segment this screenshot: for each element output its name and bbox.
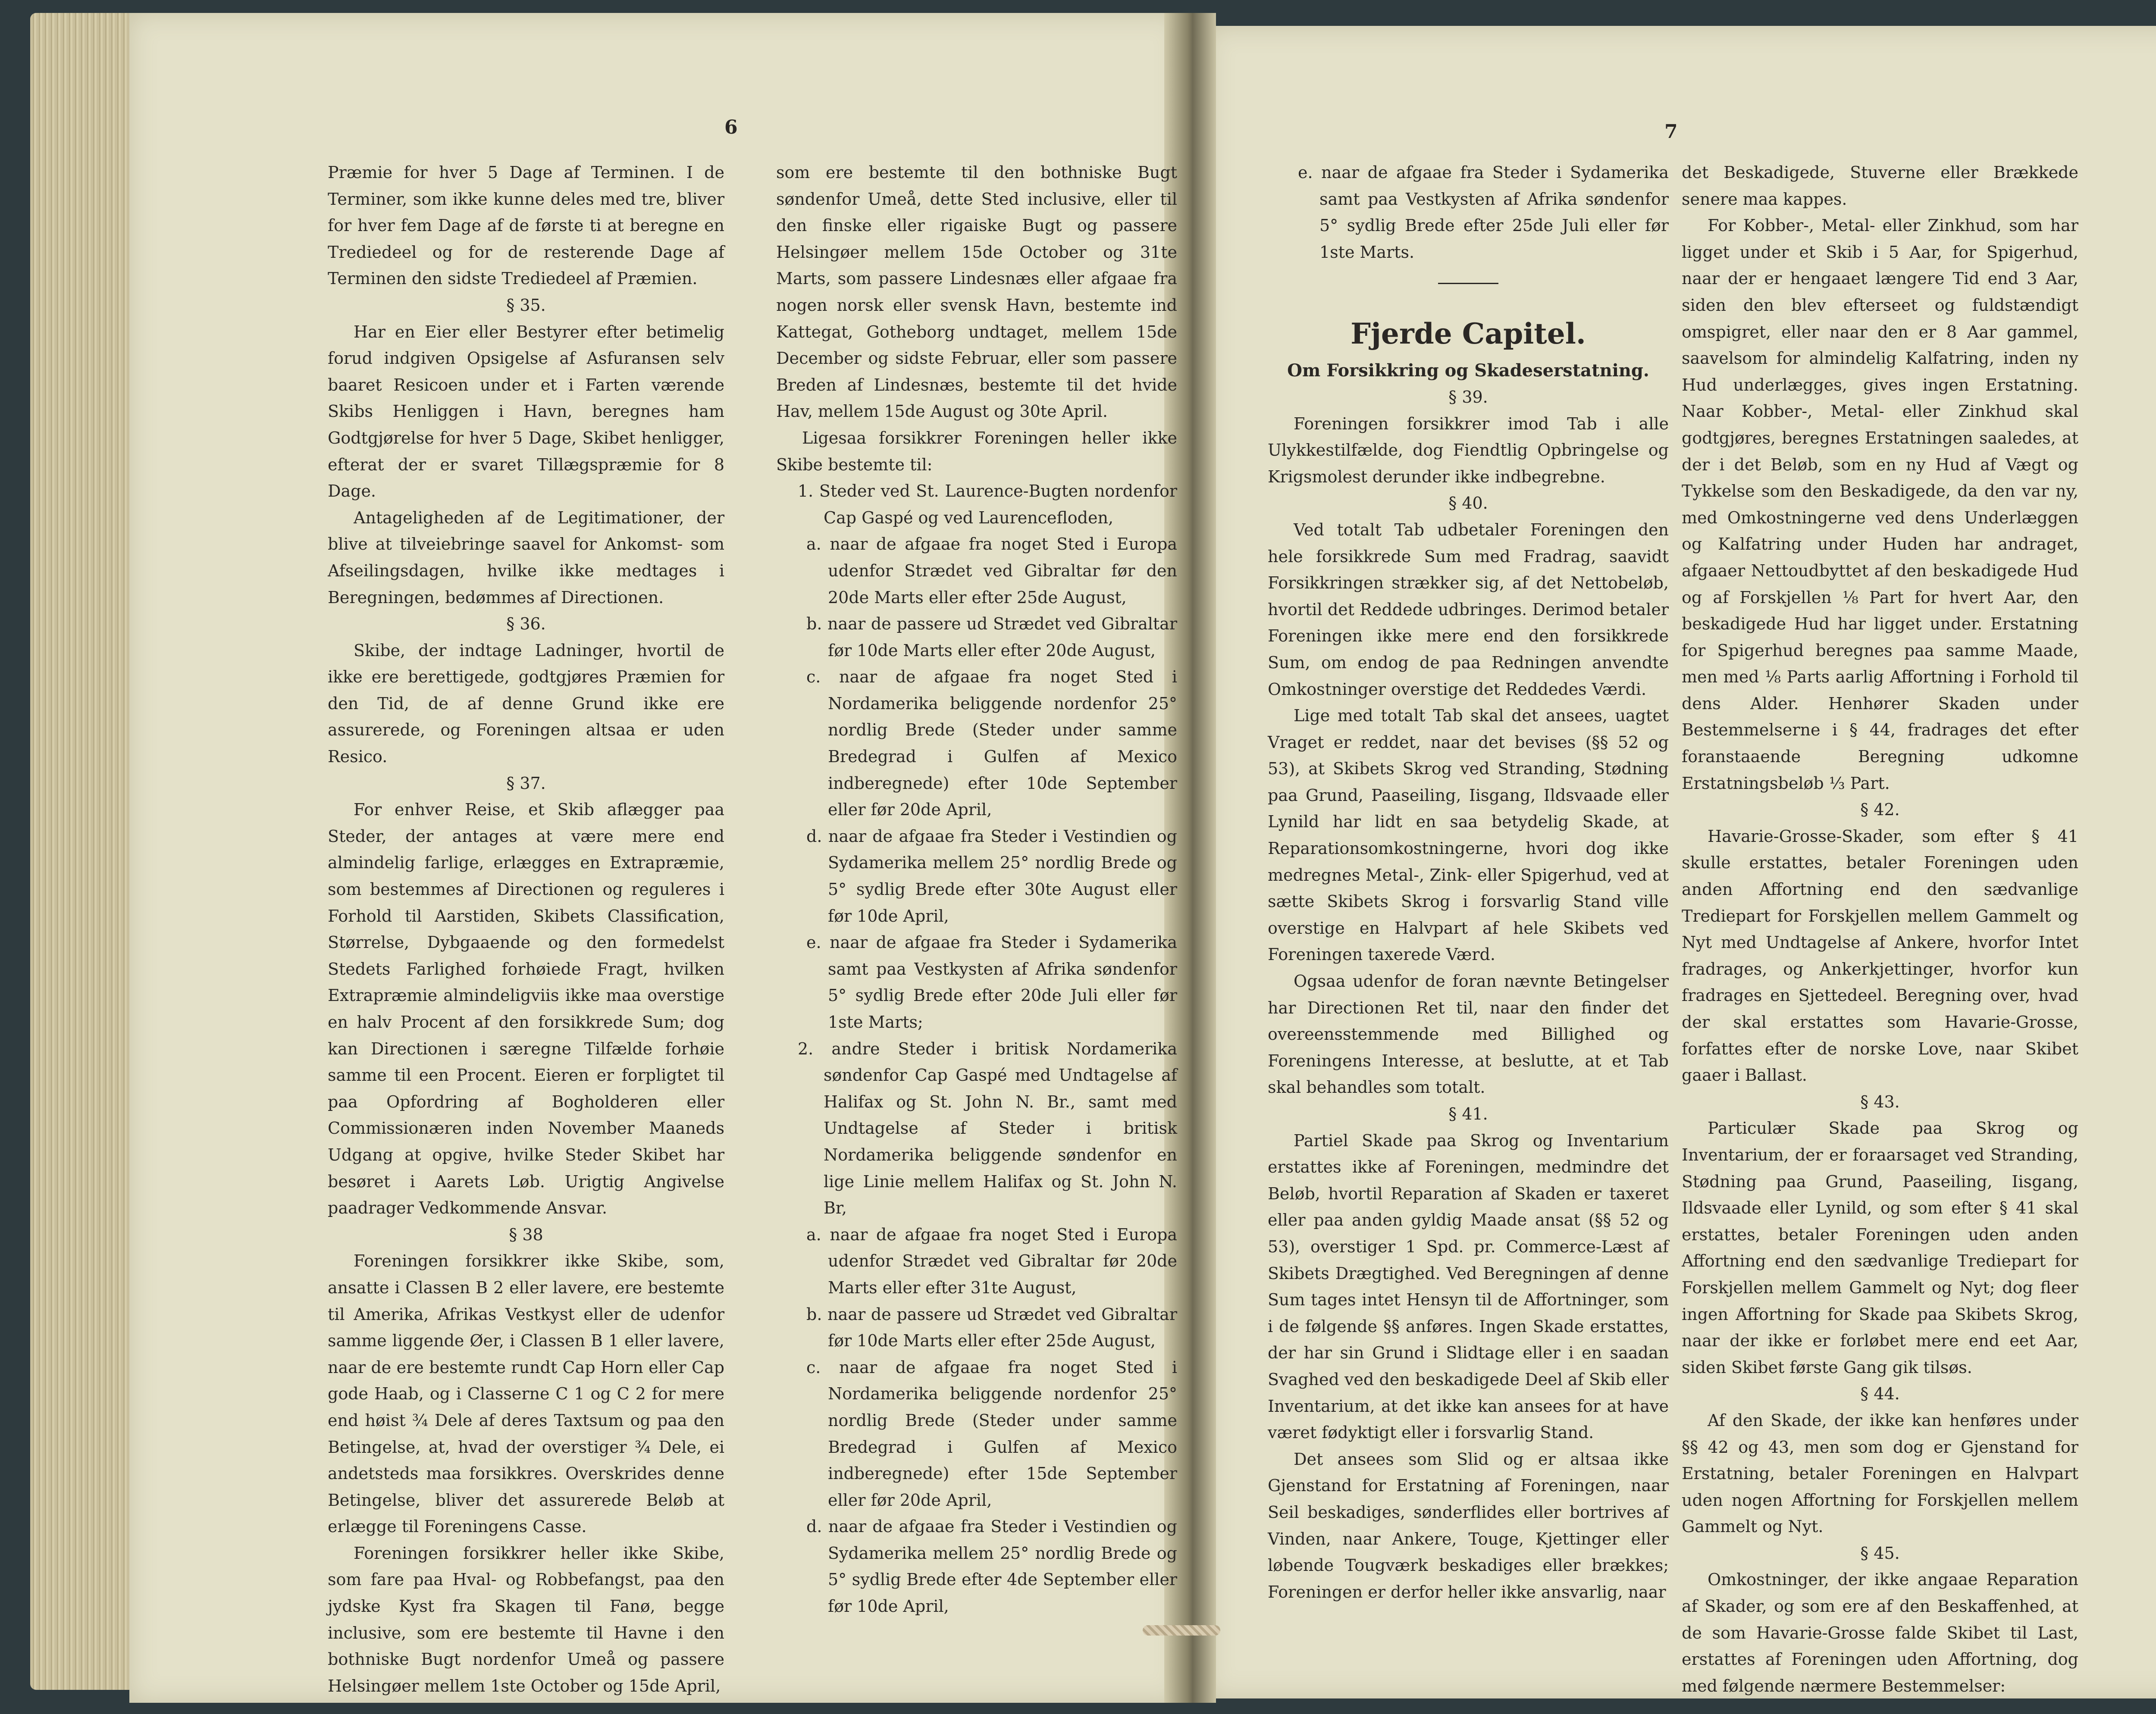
paragraph: For enhver Reise, et Skib aflægger paa Steder, der antages at være mere end almindelig farlige, erlægges en Extrapræmie, som bestemmes af Directionen og reguleres i Forhold til Aarstiden, Skibets Classification, Størrelse, Dybgaaende og den formedelst Stedets Farlighed forhøiede Fragt, hvilken Extrapræmie almindeligviis ikke maa overstige en halv Procent af den forsikkrede Sum; dog kan Directionen i særegne Tilfælde forhøie samme til een Procent. Eieren er forpligtet til paa Opfordring af Bogholderen eller Commissionæren inden November Maaneds Udgang at opgive, hvilke Steder Skibet har besøret i Aarets Løb. Urigtig Angivelse paadrager Vedkommende Ansvar. <box>328 800 724 1218</box>
paragraph: Havarie-Grosse-Skader, som efter § 41 skulle erstattes, betaler Foreningen uden anden Affortning end den sædvanlige Trediepart for Forskjellen mellem Gammelt og Nyt med Undtagelse af Ankere, hvorfor Intet fradrages, og Ankerkjettinger, hvorfor kun fradrages en Sjettedeel. Beregning over, hvad der skal erstattes som Havarie-Grosse, forfattes efter de norske Love, naar Skibet gaaer i Ballast. <box>1682 826 2078 1085</box>
list-item: d. naar de afgaae fra Steder i Vestindien og Sydamerika mellem 25° nordlig Brede og 5° sydlig Brede efter 30te August eller før 10de April, <box>806 826 1177 926</box>
section-number: § 41. <box>1448 1104 1488 1123</box>
paragraph: som ere bestemte til den bothniske Bugt søndenfor Umeå, dette Sted inclusive, eller til den finske eller rigaiske Bugt og passere Helsingøer mellem 15de October og 31te Marts, som passere Lindesnæs eller afgaae fra nogen norsk eller svensk Havn, bestemte ind Kattegat, Gotheborg undtaget, mellem 15de December og sidste Februar, eller som passere Breden af Lindesnæs, bestemte til det hvide Hav, mellem 15de August og 30te April. <box>776 163 1177 421</box>
section-number: § 37. <box>506 773 546 793</box>
paragraph: Omkostninger, der ikke angaae Reparation af Skader, og som ere af den Beskaffenhed, at de som Havarie-Grosse falde Skibet til Last, erstattes af Foreningen uden Affortning, dog med følgende nærmere Bestemmelser: <box>1682 1570 2078 1695</box>
page-number-left: 6 <box>724 116 738 138</box>
right-page-column-1 <box>1268 160 1669 1605</box>
paragraph: Ved totalt Tab udbetaler Foreningen den hele forsikkrede Sum med Fradrag, saavidt Forsikkringen strækker sig, af det Nettobeløb, hvortil det Reddede udbringes. Derimod betaler Foreningen ikke mere end den forsikkrede Sum, om endog de paa Redningen anvendte Omkostninger overstige det Reddedes Værdi. <box>1268 520 1669 699</box>
list-item: c. naar de afgaae fra noget Sted i Nordamerika beliggende nordenfor 25° nordlig Brede (Steder under samme Bredegrad i Gulfen af Mexico indberegnede) efter 10de September eller før 20de April, <box>806 667 1177 819</box>
chapter-title: Fjerde Capitel. <box>1351 317 1586 351</box>
paragraph: Præmie for hver 5 Dage af Terminen. I de Terminer, som ikke kunne deles med tre, bliver for hver fem Dage af de første ti at beregne en Trediedeel og for de resterende Dage af Terminen den sidste Trediedeel af Præmien. <box>328 163 724 288</box>
list-item: e. naar de afgaae fra Steder i Sydamerika samt paa Vestkysten af Afrika søndenfor 5° sydlig Brede efter 20de Juli eller før 1ste Marts; <box>806 933 1177 1032</box>
page-number-right: 7 <box>1664 121 1678 143</box>
paragraph: Lige med totalt Tab skal det ansees, uagtet Vraget er reddet, naar det bevises (§§ 52 og 53), at Skibets Skrog ved Stranding, Stødning paa Grund, Paaseiling, Iisgang, Ildsvaade eller Lynild har lidt en saa betydelig Skade, at Reparationsomkostningerne, hvori dog ikke medregnes Metal-, Zink- eller Spigerhud, ved at sætte Skibets Skrog i forsvarlig Stand ville overstige en Halvpart af hele Skibets ved Foreningen taxerede Værd. <box>1268 706 1669 964</box>
book-page-edges <box>30 13 142 1690</box>
section-number: § 38 <box>509 1225 543 1244</box>
binding-string <box>1143 1625 1220 1636</box>
paragraph: Partiel Skade paa Skrog og Inventarium erstattes ikke af Foreningen, medmindre det Beløb, hvortil Reparation af Skaden er taxeret eller paa anden gyldig Maade ansat (§§ 52 og 53), overstiger 1 Spd. pr. Commerce-Læst af Skibets Drægtighed. Ved Beregningen af denne Sum tages intet Hensyn til de Affortninger, som i de følgende §§ anføres. Ingen Skade erstattes, der har sin Grund i Slidtage eller i en saadan Svaghed ved den beskadigede Deel af Skib eller Inventarium, at det ikke kan ansees for at have været fødyktigt eller i forsvarlig Stand. <box>1268 1131 1669 1442</box>
list-item: a. naar de afgaae fra noget Sted i Europa udenfor Strædet ved Gibraltar før 20de Marts eller efter 31te August, <box>806 1225 1177 1297</box>
paragraph: Skibe, der indtage Ladninger, hvortil de ikke ere berettigede, godtgjøres Præmien for den Tid, de af denne Grund ikke ere assurerede, og Foreningen altsaa er uden Resico. <box>328 641 724 766</box>
list-item: b. naar de passere ud Strædet ved Gibraltar før 10de Marts eller efter 25de August, <box>806 1304 1177 1351</box>
section-number: § 42. <box>1860 800 1900 819</box>
paragraph: Foreningen forsikkrer imod Tab i alle Ulykkestilfælde, dog Fiendtlig Opbringelse og Krigsmolest derunder ikke indbegrebne. <box>1268 414 1669 486</box>
section-number: § 40. <box>1448 494 1488 513</box>
list-item: 2. andre Steder i britisk Nordamerika søndenfor Cap Gaspé med Undtagelse af Halifax og St. John N. Br., samt med Undtagelse af Steder i britisk Nordamerika beliggende søndenfor en lige Linie mellem Halifax og St. John N. Br, <box>798 1039 1177 1218</box>
paragraph: Foreningen forsikkrer ikke Skibe, som, ansatte i Classen B 2 eller lavere, ere bestemte til Amerika, Afrikas Vestkyst eller de udenfor samme liggende Øer, i Classen B 1 eller lavere, naar de ere bestemte rundt Cap Horn eller Cap gode Haab, og i Classerne C 1 og C 2 for mere end høist ¾ Dele af deres Taxtsum og paa den Betingelse, at, hvad der overstiger ¾ Dele, ei andetsteds maa forsikkres. Overskrides denne Betingelse, bliver det assurerede Beløb at erlægge til Foreningens Casse. <box>328 1251 724 1536</box>
paragraph: Af den Skade, der ikke kan henføres under §§ 42 og 43, men som dog er Gjenstand for Erstatning, betaler Foreningen en Halvpart uden nogen Affortning for Forskjellen mellem Gammelt og Nyt. <box>1682 1411 2078 1536</box>
divider-rule <box>1438 283 1498 284</box>
left-page-column-1 <box>328 160 724 1699</box>
section-number: § 43. <box>1860 1092 1900 1111</box>
list-item: e. naar de afgaae fra Steder i Sydamerika samt paa Vestkysten af Afrika søndenfor 5° sydlig Brede efter 25de Juli eller før 1ste Marts. <box>1298 163 1669 262</box>
paragraph: Har en Eier eller Bestyrer efter betimelig forud indgiven Opsigelse af Asfuransen selv baaret Resicoen under et i Farten værende Skibs Henliggen i Havn, beregnes ham Godtgjørelse for hver 5 Dage, Skibet henligger, efterat der er svaret Tillægspræmie for 8 Dage. <box>328 322 724 501</box>
paragraph: Ogsaa udenfor de foran nævnte Betingelser har Directionen Ret til, naar den finder det overeensstemmende med Billighed og Foreningens Interesse, at beslutte, at et Tab skal behandles som totalt. <box>1268 972 1669 1097</box>
section-number: § 35. <box>506 295 546 315</box>
list-item: a. naar de afgaae fra noget Sted i Europa udenfor Strædet ved Gibraltar før den 20de Marts eller efter 25de August, <box>806 535 1177 607</box>
right-column-1-body <box>1268 384 1669 1605</box>
list-item: c. naar de afgaae fra noget Sted i Nordamerika beliggende nordenfor 25° nordlig Brede (Steder under samme Bredegrad i Gulfen af Mexico indberegnede) efter 15de September eller før 20de April, <box>806 1357 1177 1510</box>
paragraph: det Beskadigede, Stuverne eller Brækkede senere maa kappes. <box>1682 163 2078 209</box>
list-item: 1. Steder ved St. Laurence-Bugten nordenfor Cap Gaspé og ved Laurencefloden, <box>798 482 1177 527</box>
paragraph: Foreningen forsikkrer heller ikke Skibe, som fare paa Hval- og Robbefangst, paa den jydske Kyst fra Skagen til Fanø, begge inclusive, som ere bestemte til Havne i den bothniske Bugt nordenfor Umeå og passere Helsingøer mellem 1ste October og 15de April, <box>328 1543 724 1695</box>
paragraph: Antageligheden af de Legitimationer, der blive at tilveiebringe saavel for Ankomst- som Afseilingsdagen, hvilke ikke medtages i Beregningen, bedømmes af Directionen. <box>328 508 724 607</box>
section-number: § 36. <box>506 614 546 634</box>
paragraph: Particulær Skade paa Skrog og Inventarium, der er foraarsaget ved Stranding, Stødning paa Grund, Paaseiling, Iisgang, Ildsvaade eller Lynild, og som efter § 41 skal erstattes, betaler Foreningen uden anden Affortning end den sædvanlige Trediepart for Forskjellen mellem Gammelt og Nyt; dog fleer ingen Affortning for Skade paa Skibets Skrog, naar der ikke er forløbet mere end eet Aar, siden Skibet første Gang gik tilsøs. <box>1682 1119 2078 1377</box>
right-column-1-top <box>1268 160 1669 266</box>
section-number: § 44. <box>1860 1384 1900 1404</box>
paragraph: For Kobber-, Metal- eller Zinkhud, som har ligget under et Skib i 5 Aar, for Spigerhud, naar der er hengaaet længere Tid end 3 Aar, siden den blev efterseet og fuldstændigt omspigret, eller naar den er 8 Aar gammel, saavelsom for almindelig Kalfatring, inden ny Hud underlægges, gives ingen Erstatning. Naar Kobber-, Metal- eller Zinkhud skal godtgjøres, beregnes Erstatningen saaledes, at der i det Beløb, som en ny Hud af Vægt og Tykkelse som den Beskadigede, da den var ny, med Omkostningerne ved dens Underlæggen og Kalfatring under Huden har andraget, afgaaer Nettoudbyttet af den beskadigede Hud og af Forskjellen ⅛ Part for hvert Aar, den beskadigede Hud har ligget under. Erstatning for Spigerhud beregnes paa samme Maade, men med ⅛ Parts aarlig Affortning i Forhold til dens Alder. Henhører Skaden under Bestemmelserne i § 44, fradrages det efter foranstaaende Beregning udkomne Erstatningsbeløb ⅓ Part. <box>1682 216 2078 793</box>
section-number: § 45. <box>1860 1543 1900 1563</box>
list-item: b. naar de passere ud Strædet ved Gibraltar før 10de Marts eller efter 20de August, <box>806 614 1177 660</box>
list-item: d. naar de afgaae fra Steder i Vestindien og Sydamerika mellem 25° nordlig Brede og 5° sydlig Brede efter 4de September eller før 10de April, <box>806 1517 1177 1616</box>
paragraph: Ligesaa forsikkrer Foreningen heller ikke Skibe bestemte til: <box>776 428 1177 474</box>
paragraph: Det ansees som Slid og er altsaa ikke Gjenstand for Erstatning af Foreningen, naar Seil beskadiges, sønderflides eller bortrives af Vinden, naar Ankere, Touge, Kjettinger eller løbende Tougværk beskadiges eller brækkes; Foreningen er derfor heller ikke ansvarlig, naar <box>1268 1449 1669 1601</box>
section-number: § 39. <box>1448 387 1488 407</box>
left-page-column-2 <box>776 160 1177 1620</box>
right-page-column-2 <box>1682 160 2078 1699</box>
chapter-heading: Om Forsikkring og Skadeserstatning. <box>1287 360 1649 381</box>
